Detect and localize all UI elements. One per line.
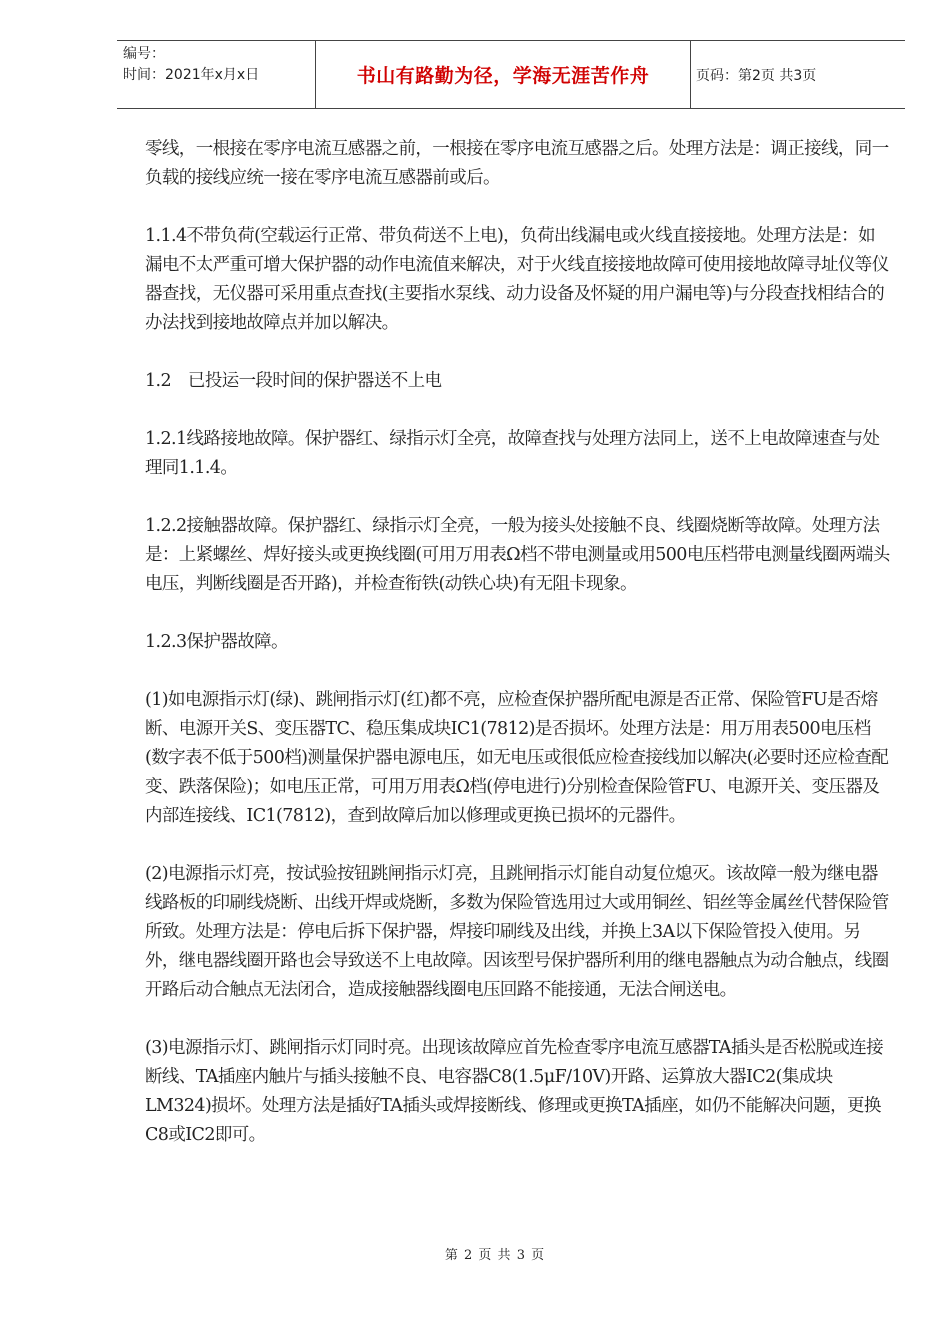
serial-label: 编号： [123,46,165,62]
paragraph: 零线，一根接在零序电流互感器之前，一根接在零序电流互感器之后。处理方法是：调正接线，同一负载的接线应统一接在零序电流互感器前或后。 [145,139,889,188]
paragraph: 1.1.4不带负荷(空载运行正常、带负荷送不上电)，负荷出线漏电或火线直接接地。处理方法是：如漏电不太严重可增大保护器的动作电流值来解决，对于火线直接接地故障可使用接地故障寻址仪等仪器查找，无仪器可采用重点查找(主要指水泵线、动力设备及怀疑的用户漏电等)与分段查找相结合的办法找到接地故障点并加以解决。 [145,226,889,333]
paragraph: 1.2.2接触器故障。保护器红、绿指示灯全亮，一般为接头处接触不良、线圈烧断等故障。处理方法是：上紧螺丝、焊好接头或更换线圈(可用万用表Ω档不带电测量或用500电压档带电测量线圈两端头电压，判断线圈是否开路)，并检查衔铁(动铁心块)有无阻卡现象。 [145,516,890,594]
paragraph: (3)电源指示灯、跳闸指示灯同时亮。出现该故障应首先检查零序电流互感器TA插头是否松脱或连接断线、TA插座内触片与插头接触不良、电容器C8(1.5μF/10V)开路、运算放大器IC2(集成块LM324)损坏。处理方法是插好TA插头或焊接断线、修理或更换TA插座，如仍不能解决问题，更换C8或IC2即可。 [145,1038,884,1145]
page-footer: 第 2 页 共 3 页 [444,1248,546,1263]
header-page-label: 页码：第2页 共3页 [696,67,817,84]
page-header [117,40,905,109]
header-info [123,44,315,86]
paragraph: 1.2.1线路接地故障。保护器红、绿指示灯全亮，故障查找与处理方法同上，送不上电故障速查与处理同1.1.4。 [145,429,880,478]
paragraph: (2)电源指示灯亮，按试验按钮跳闸指示灯亮，且跳闸指示灯能自动复位熄灭。该故障一般为继电器线路板的印刷线烧断、出线开焊或烧断，多数为保险管选用过大或用铜丝、铝丝等金属丝代替保险管所致。处理方法是：停电后拆下保护器，焊接印刷线及出线，并换上3A以下保险管投入使用。另外，继电器线圈开路也会导致送不上电故障。因该型号保护器所利用的继电器触点为动合触点，线圈开路后动合触点无法闭合，造成接触器线圈电压回路不能接通，无法合闸送电。 [145,864,889,1000]
section-heading: 1.2 已投运一段时间的保护器送不上电 [145,371,442,391]
time-label: 时间：2021年x月x日 [123,67,260,83]
paragraph: 1.2.3保护器故障。 [145,632,288,652]
paragraph: (1)如电源指示灯(绿)、跳闸指示灯(红)都不亮，应检查保护器所配电源是否正常、保险管FU是否熔断、电源开关S、变压器TC、稳压集成块IC1(7812)是否损坏。处理方法是：用万用表500电压档(数字表不低于500档)测量保护器电源电压，如无电压或很低应检查接线加以解决(必要时还应检查配变、跌落保险)；如电压正常，可用万用表Ω档(停电进行)分别检查保险管FU、电源开关、变压器及内部连接线、IC1(7812)，查到故障后加以修理或更换已损坏的元器件。 [145,690,889,826]
header-motto: 书山有路勤为径，学海无涯苦作舟 [315,41,691,108]
document-body [145,135,890,1179]
